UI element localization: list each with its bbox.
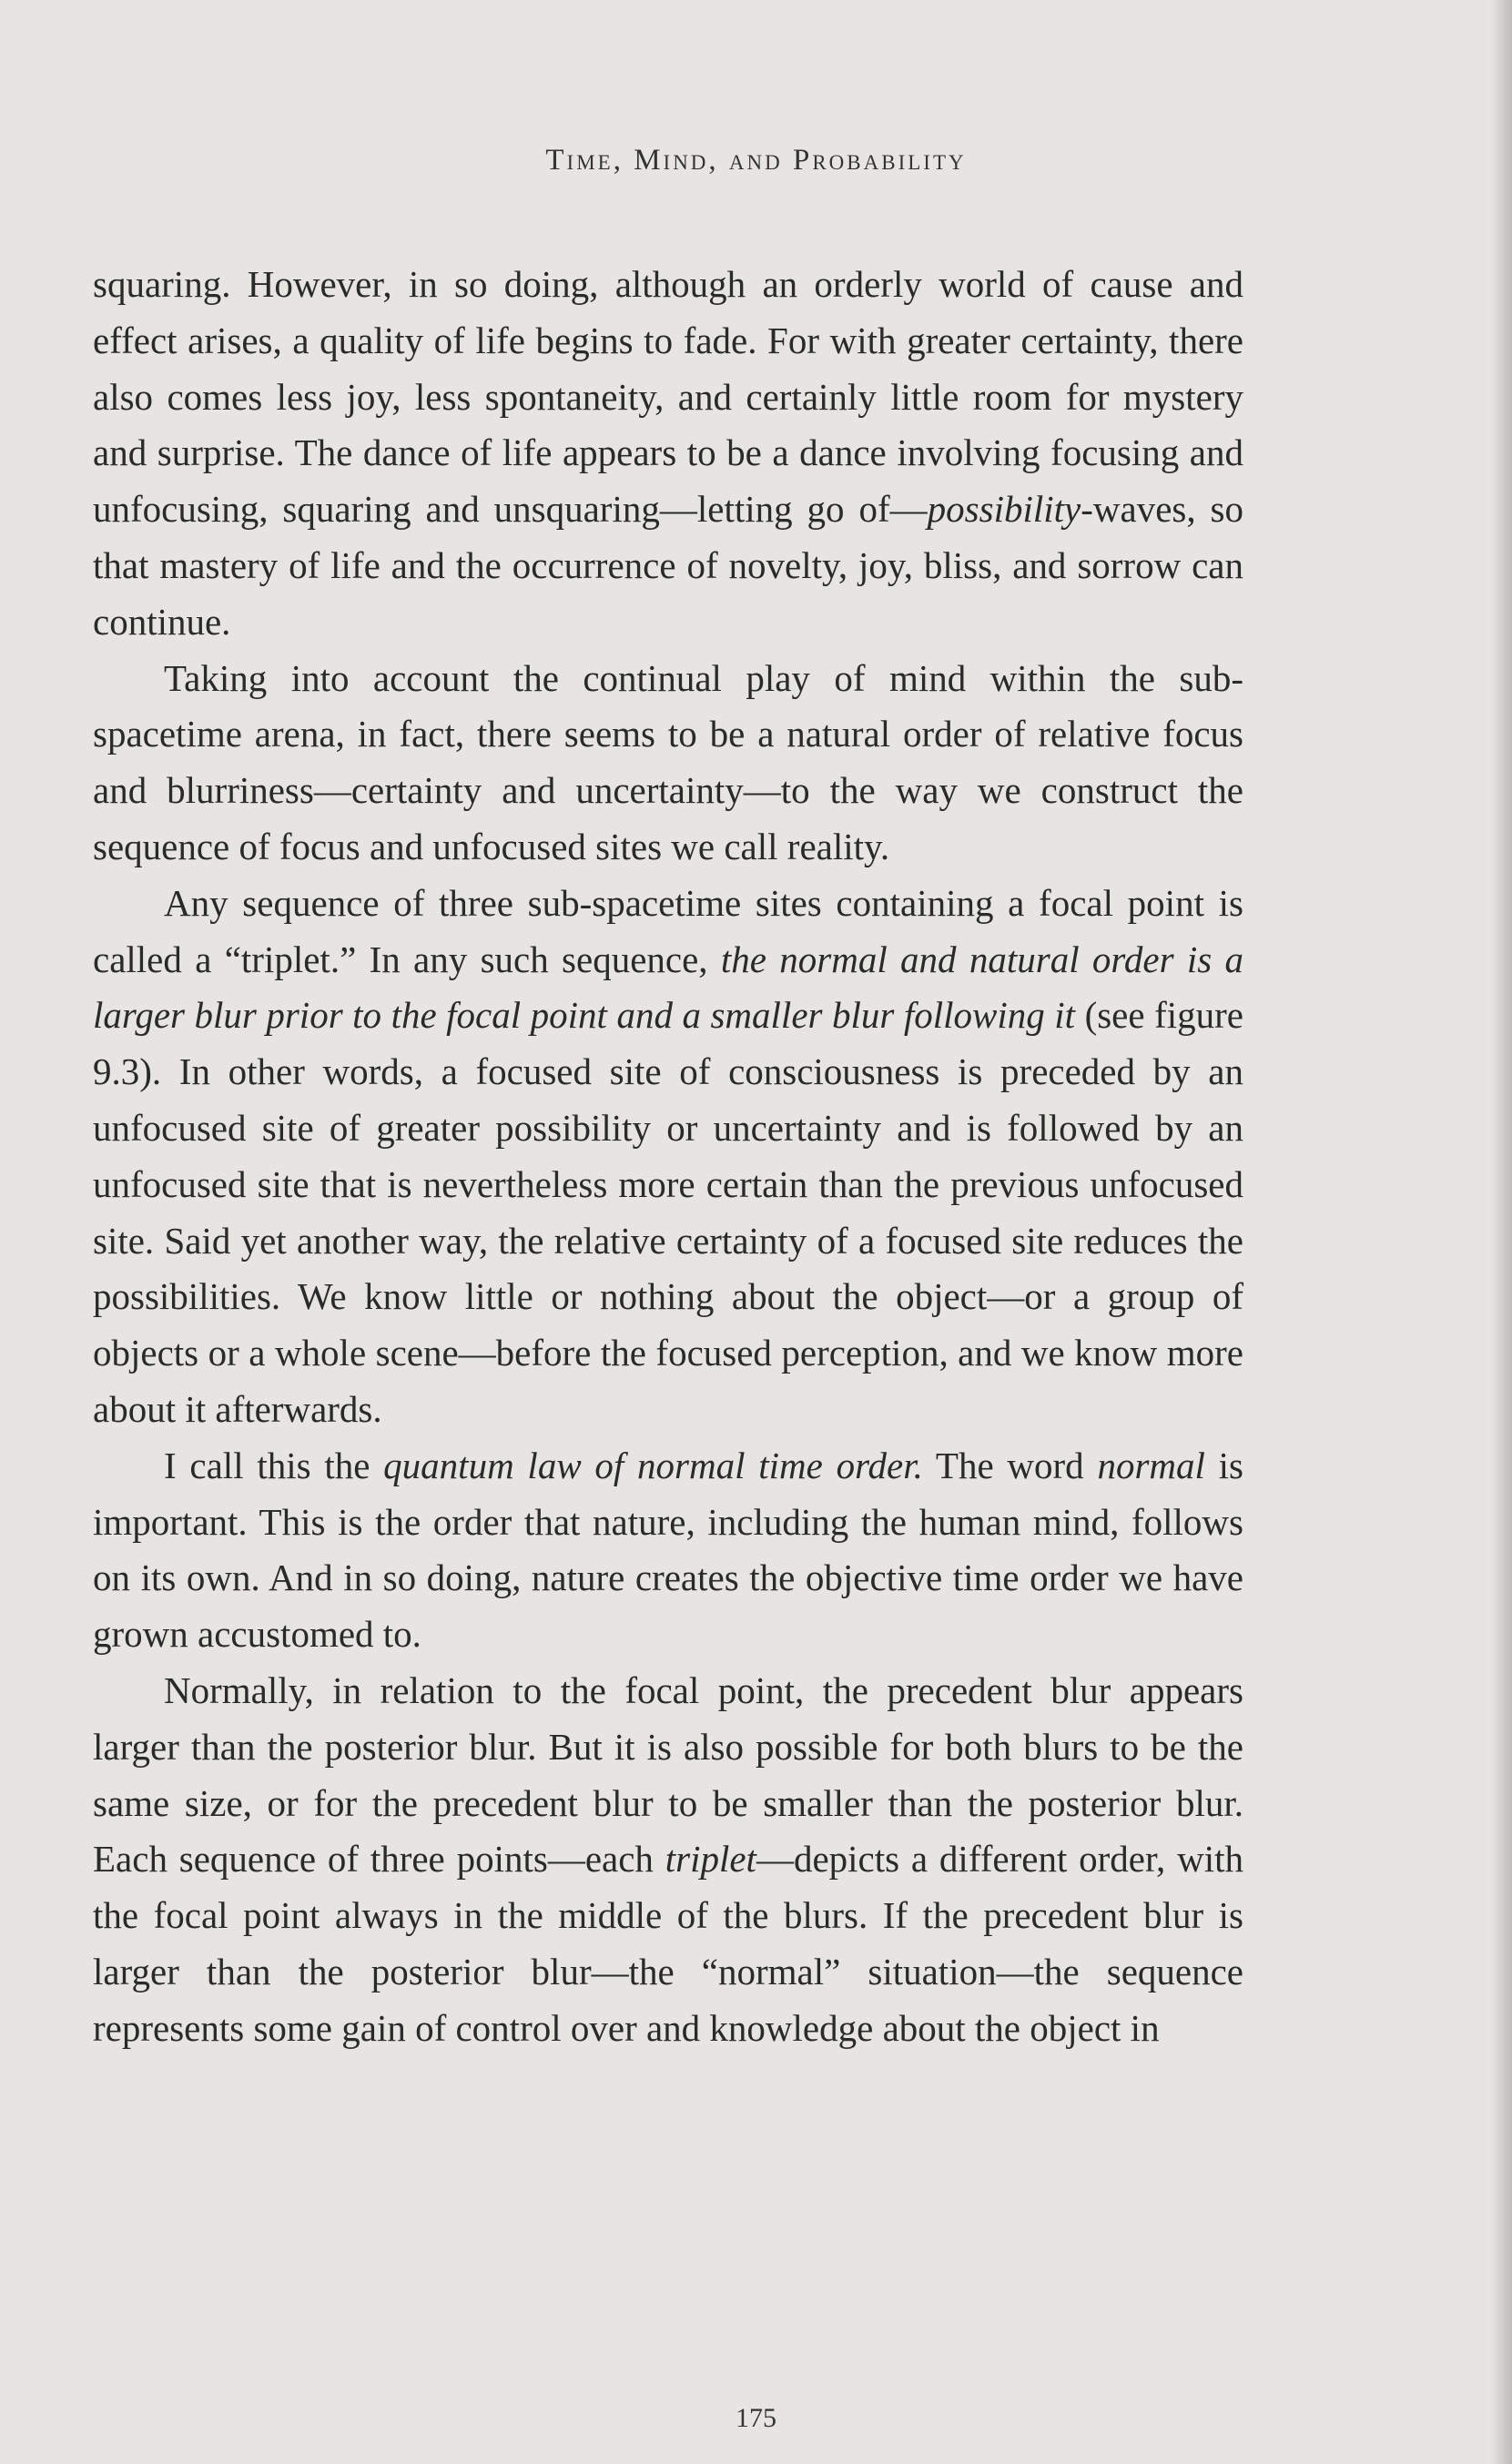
text-segment: -waves, so that mastery of life and the occurrence of novelty, joy, bliss, and sorrow can continue. xyxy=(93,488,1243,643)
italic-text-segment: normal xyxy=(1097,1444,1205,1486)
text-segment: The word xyxy=(922,1444,1098,1486)
text-segment: Normally, in relation to the focal point, the precedent blur appears larger than the posterior blur. But it is also possible for both blurs to be the same size, or for the precedent blur to be smaller than the posterior blur. Each sequence of three points—each xyxy=(93,1668,1243,1881)
paragraph xyxy=(93,876,1243,1438)
italic-text-segment: triplet xyxy=(665,1838,756,1881)
text-segment: squaring. However, in so doing, although an orderly world of cause and effect arises, a quality of life begins to fade. For with greater certainty, there also comes less joy, less spontaneity, and certainly little room for mystery and surprise. The dance of life appears to be a dance involving focusing and unfocusing, squaring and unsquaring—letting go of— xyxy=(93,263,1243,531)
italic-text-segment: quantum law of normal time order. xyxy=(383,1444,923,1486)
text-segment: Taking into account the continual play of mind within the sub-spacetime arena, in fact, there seems to be a natural order of relative focus and blurriness—certainty and uncertainty—to the way we construct the sequence of focus and unfocused sites we call reality. xyxy=(93,656,1243,867)
page-number: 175 xyxy=(736,2403,776,2433)
running-head: Time, Mind, and Probability xyxy=(545,144,967,177)
text-segment: Any sequence of three sub-spacetime sites containing a focal point is called a “triplet.” In any such sequence, xyxy=(93,881,1243,980)
text-segment: is important. This is the order that nature, including the human mind, follows on its own. And in so doing, nature creates the objective time order we have grown accustomed to. xyxy=(93,1444,1244,1656)
paragraph xyxy=(93,257,1243,651)
italic-text-segment: possibility xyxy=(927,488,1081,531)
paragraph xyxy=(93,1663,1243,2057)
page-edge-shadow xyxy=(1490,0,1512,2464)
text-segment: —depicts a different order, with the focal point always in the middle of the blurs. If the precedent blur is larger than the posterior blur—the “normal” situation—the sequence represents some gain of control over and knowledge about the object in xyxy=(93,1838,1243,2049)
italic-text-segment: the normal and natural order is a larger blur prior to the focal point and a smaller blur following it xyxy=(93,938,1244,1037)
text-segment: I call this the xyxy=(164,1444,384,1486)
text-segment: (see figure 9.3). In other words, a focused site of consciousness is preceded by an unfocused site of greater possibility or uncertainty and is followed by an unfocused site that is nevertheless more certain than the previous unfocused site. Said yet another way, the relative certainty of a focused site reduces the possibilities. We know little or nothing about the object—or a group of objects or a whole scene—before the focused perception, and we know more about it afterwards. xyxy=(93,994,1243,1430)
body-text xyxy=(93,257,1243,2057)
paragraph xyxy=(93,1438,1243,1663)
paragraph xyxy=(93,651,1243,876)
